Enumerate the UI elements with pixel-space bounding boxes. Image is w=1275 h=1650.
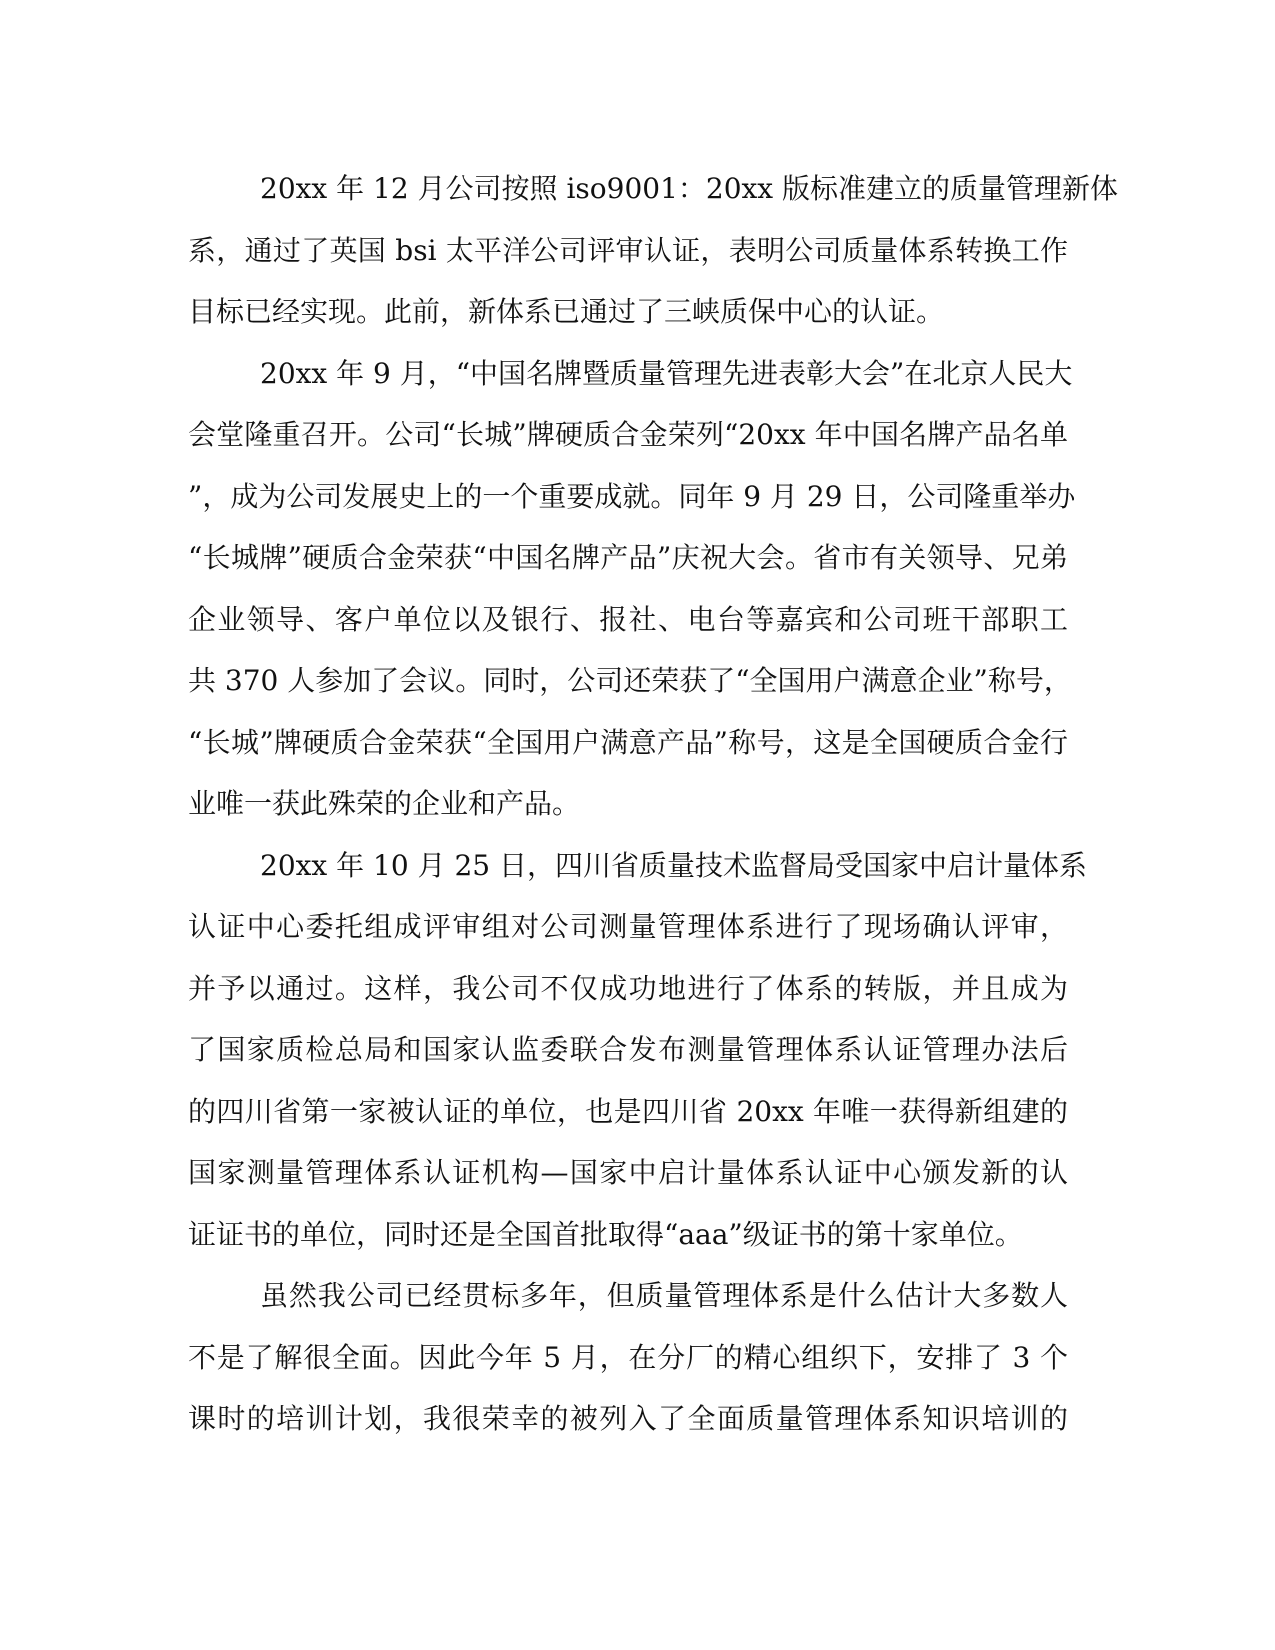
document-body — [188, 158, 1118, 1450]
text-line: “长城牌”硬质合金荣获“中国名牌产品”庆祝大会。省市有关领导、兄弟 — [188, 541, 1068, 574]
text-line: 认证中心委托组成评审组对公司测量管理体系进行了现场确认评审， — [188, 910, 1068, 943]
text-line: 会堂隆重召开。公司“长城”牌硬质合金荣列“20xx 年中国名牌产品名单 — [188, 418, 1068, 451]
text-line: 证证书的单位，同时还是全国首批取得“aaa”级证书的第十家单位。 — [188, 1217, 1023, 1251]
text-line: 20xx 年 12 月公司按照 iso9001：20xx 版标准建立的质量管理新体 — [260, 172, 1118, 205]
text-line: 不是了解很全面。因此今年 5 月，在分厂的精心组织下，安排了 3 个 — [188, 1340, 1068, 1374]
text-line: 国家测量管理体系认证机构—国家中启计量体系认证中心颁发新的认 — [188, 1156, 1068, 1189]
text-line: 20xx 年 10 月 25 日，四川省质量技术监督局受国家中启计量体系 — [260, 848, 1087, 882]
text-line: 企业领导、客户单位以及银行、报社、电台等嘉宾和公司班干部职工 — [188, 602, 1068, 636]
text-line: 业唯一获此殊荣的企业和产品。 — [188, 787, 581, 820]
text-line: 了国家质检总局和国家认监委联合发布测量管理体系认证管理办法后 — [188, 1033, 1068, 1066]
text-line: 目标已经实现。此前，新体系已通过了三峡质保中心的认证。 — [188, 295, 945, 328]
text-line: 系，通过了英国 bsi 太平洋公司评审认证，表明公司质量体系转换工作 — [188, 233, 1068, 267]
text-line: ”，成为公司发展史上的一个重要成就。同年 9 月 29 日，公司隆重举办 — [188, 479, 1076, 513]
text-line: 并予以通过。这样，我公司不仅成功地进行了体系的转版，并且成为 — [188, 971, 1068, 1005]
text-line: 的四川省第一家被认证的单位，也是四川省 20xx 年唯一获得新组建的 — [188, 1094, 1068, 1128]
text-line: 共 370 人参加了会议。同时，公司还荣获了“全国用户满意企业”称号， — [188, 664, 1072, 697]
text-line: 虽然我公司已经贯标多年，但质量管理体系是什么估计大多数人 — [260, 1279, 1068, 1312]
text-line: 课时的培训计划，我很荣幸的被列入了全面质量管理体系知识培训的 — [188, 1402, 1068, 1435]
text-line: “长城”牌硬质合金荣获“全国用户满意产品”称号，这是全国硬质合金行 — [188, 725, 1068, 759]
text-line: 20xx 年 9 月，“中国名牌暨质量管理先进表彰大会”在北京人民大 — [260, 356, 1073, 390]
